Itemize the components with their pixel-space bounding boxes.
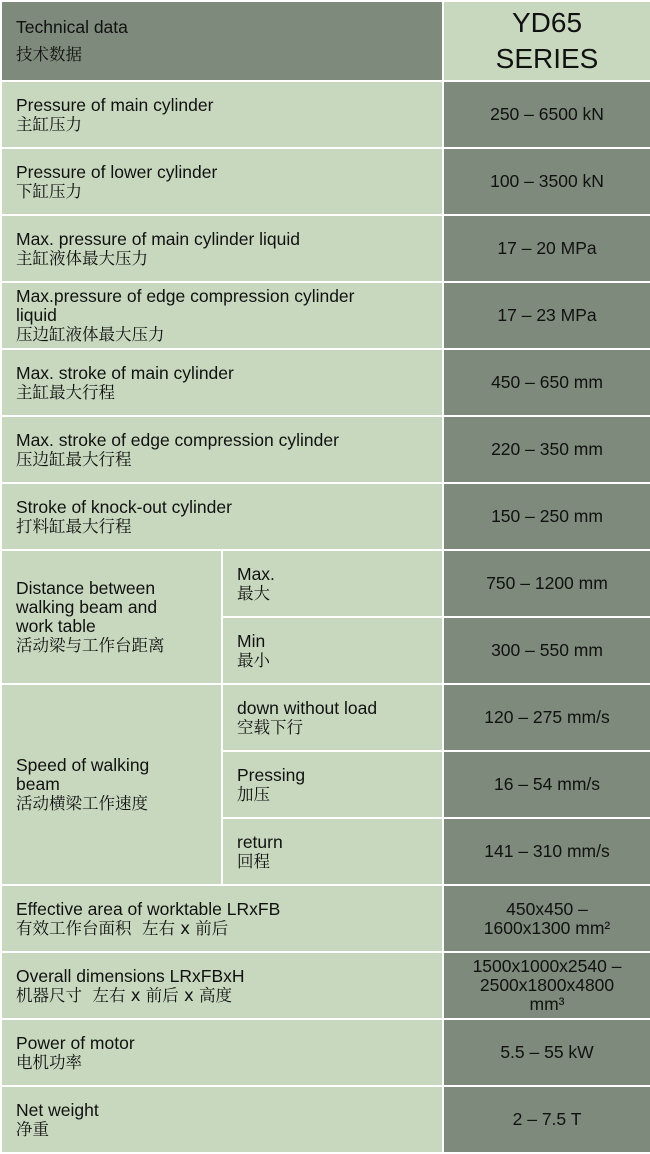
row-label xyxy=(1,1019,443,1086)
table-row xyxy=(1,416,650,483)
value-text: 150 – 250 mm xyxy=(491,506,603,526)
series-label: SERIES xyxy=(495,43,599,74)
value-text: 17 – 20 MPa xyxy=(497,238,597,258)
row-value xyxy=(443,215,650,282)
sub-label-en: return xyxy=(237,831,283,852)
table-row xyxy=(1,483,650,550)
label-zh: 主缸压力 xyxy=(16,114,82,134)
label-en: Pressure of main cylinder xyxy=(16,94,214,115)
label-zh: 活动横梁工作速度 xyxy=(16,794,148,813)
table-row xyxy=(1,684,650,751)
label-en: Max. stroke of edge compression cylinder xyxy=(16,429,339,450)
table-row xyxy=(1,885,650,952)
row-label xyxy=(1,684,222,885)
label-en: Net weight xyxy=(16,1099,99,1120)
label-zh: 有效工作台面积 左右 x 前后 xyxy=(16,918,229,938)
sub-label-zh: 回程 xyxy=(237,851,270,871)
sub-label xyxy=(222,751,443,818)
label-en: Distance between walking beam and work table xyxy=(16,578,158,636)
table-row xyxy=(1,550,650,617)
label-en: Pressure of lower cylinder xyxy=(16,161,218,182)
sub-label-en: Pressing xyxy=(237,764,306,785)
sub-label-en: down without load xyxy=(237,697,378,718)
table-row xyxy=(1,1086,650,1153)
row-label xyxy=(1,483,443,550)
row-value xyxy=(443,282,650,349)
sub-label-zh: 最大 xyxy=(237,583,270,603)
row-value xyxy=(443,81,650,148)
value-text: 450 – 650 mm xyxy=(491,372,603,392)
value-text: 16 – 54 mm/s xyxy=(494,774,601,794)
label-en: Effective area of worktable LRxFB xyxy=(16,898,281,919)
row-value xyxy=(443,483,650,550)
value-text: 450x450 – xyxy=(506,898,588,919)
label-zh: 活动梁与工作台距离 xyxy=(16,636,165,655)
row-label xyxy=(1,215,443,282)
row-value xyxy=(443,818,650,885)
sub-label xyxy=(222,818,443,885)
value-text: 250 – 6500 kN xyxy=(490,104,604,124)
value-text: mm³ xyxy=(529,994,565,1014)
sub-label-zh: 加压 xyxy=(237,784,270,804)
table-row xyxy=(1,349,650,416)
row-value xyxy=(443,1019,650,1086)
table-header-row xyxy=(1,1,650,81)
table-title xyxy=(1,1,443,81)
label-en: Max.pressure of edge compression cylinder liquid xyxy=(16,286,355,325)
value-text: 120 – 275 mm/s xyxy=(484,707,610,727)
table-row xyxy=(1,148,650,215)
label-en: Power of motor xyxy=(16,1032,135,1053)
row-label xyxy=(1,885,443,952)
table-row xyxy=(1,952,650,1019)
row-value xyxy=(443,416,650,483)
row-value xyxy=(443,751,650,818)
value-text: 300 – 550 mm xyxy=(491,640,603,660)
row-value xyxy=(443,885,650,952)
value-text: 1600x1300 mm² xyxy=(483,917,611,938)
label-zh: 主缸最大行程 xyxy=(16,382,115,402)
series-model: YD65 xyxy=(511,7,583,38)
value-text: 17 – 23 MPa xyxy=(497,305,597,325)
value-text: 750 – 1200 mm xyxy=(486,573,608,593)
label-en: Max. pressure of main cylinder liquid xyxy=(16,228,301,249)
row-label xyxy=(1,1086,443,1153)
row-label xyxy=(1,550,222,684)
label-zh: 压边缸液体最大压力 xyxy=(16,325,165,344)
value-text: 2500x1800x4800 xyxy=(479,975,615,995)
sub-label-en: Max. xyxy=(237,563,275,584)
label-en: Overall dimensions LRxFBxH xyxy=(16,965,245,986)
sub-label-zh: 最小 xyxy=(237,650,270,670)
value-text: 220 – 350 mm xyxy=(491,439,603,459)
label-zh: 压边缸最大行程 xyxy=(16,449,132,469)
row-label xyxy=(1,416,443,483)
row-label xyxy=(1,952,443,1019)
value-text: 141 – 310 mm/s xyxy=(484,841,610,861)
row-label xyxy=(1,349,443,416)
label-zh: 下缸压力 xyxy=(16,181,82,201)
row-label xyxy=(1,81,443,148)
value-text: 2 – 7.5 T xyxy=(512,1109,582,1129)
row-value xyxy=(443,617,650,684)
series-title xyxy=(443,1,650,81)
row-value xyxy=(443,952,650,1019)
row-value xyxy=(443,148,650,215)
value-text: 5.5 – 55 kW xyxy=(500,1042,594,1062)
title-zh: 技术数据 xyxy=(16,45,82,64)
sub-label xyxy=(222,617,443,684)
label-zh: 打料缸最大行程 xyxy=(16,516,132,536)
sub-label xyxy=(222,550,443,617)
table-row xyxy=(1,1019,650,1086)
label-en: Stroke of knock-out cylinder xyxy=(16,496,232,517)
label-en: Speed of walking beam xyxy=(16,755,150,794)
sub-label xyxy=(222,684,443,751)
label-zh: 净重 xyxy=(16,1119,49,1139)
label-zh: 机器尺寸 左右 x 前后 x 高度 xyxy=(16,985,232,1005)
row-value xyxy=(443,349,650,416)
sub-label-zh: 空载下行 xyxy=(237,717,303,737)
value-text: 100 – 3500 kN xyxy=(490,171,604,191)
value-text: 1500x1000x2540 – xyxy=(472,956,622,976)
row-value xyxy=(443,684,650,751)
table-row xyxy=(1,282,650,349)
label-zh: 电机功率 xyxy=(16,1052,82,1072)
label-zh: 主缸液体最大压力 xyxy=(16,248,148,268)
label-en: Max. stroke of main cylinder xyxy=(16,362,234,383)
row-label xyxy=(1,282,443,349)
sub-label-en: Min xyxy=(237,630,266,651)
title-en: Technical data xyxy=(16,17,128,37)
row-value xyxy=(443,550,650,617)
table-row xyxy=(1,215,650,282)
table-row xyxy=(1,81,650,148)
row-label xyxy=(1,148,443,215)
row-value xyxy=(443,1086,650,1153)
